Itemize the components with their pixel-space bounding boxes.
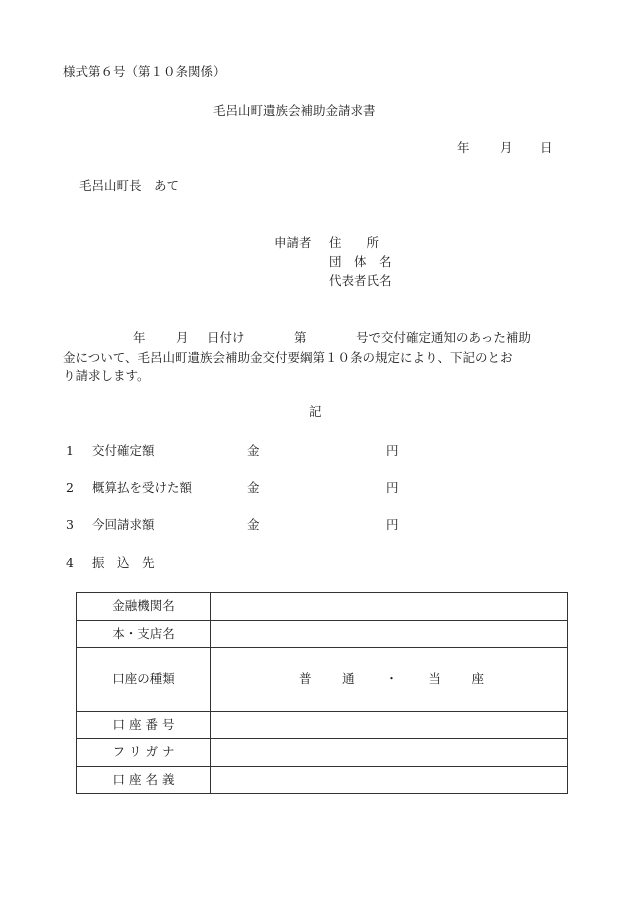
item-yen: 円 xyxy=(386,517,399,532)
body-line2: 金について、毛呂山町遺族会補助金交付要綱第１０条の規定により、下記のとお xyxy=(63,350,513,365)
date-year: 年 xyxy=(457,140,470,155)
body-month: 月 xyxy=(176,330,189,345)
item-kin: 金 xyxy=(247,480,260,495)
bank-name-label: 金融機関名 xyxy=(77,593,211,621)
applicant-group-name-label: 団 体 名 xyxy=(329,254,392,269)
applicant-label: 申請者 xyxy=(274,235,312,250)
item-number: 2 xyxy=(66,480,74,495)
account-type-futsu-2: 通 xyxy=(342,671,355,686)
account-type-label: 口座の種類 xyxy=(77,648,211,712)
form-reference: 様式第６号（第１０条関係） xyxy=(63,64,226,79)
branch-name-label: 本・支店名 xyxy=(77,620,211,648)
applicant-address-label: 住 所 xyxy=(329,235,380,250)
account-type-touza-2: 座 xyxy=(471,671,484,686)
addressee: 毛呂山町長 あて xyxy=(79,178,180,193)
account-number-field[interactable] xyxy=(211,711,568,739)
document-title: 毛呂山町遺族会補助金請求書 xyxy=(213,103,376,118)
item-number: 1 xyxy=(66,443,74,458)
account-holder-label: 口 座 名 義 xyxy=(77,766,211,794)
ki-heading: 記 xyxy=(309,404,322,419)
item-yen: 円 xyxy=(386,480,399,495)
date-day: 日 xyxy=(540,140,553,155)
item-kin: 金 xyxy=(247,443,260,458)
body-line3: り請求します。 xyxy=(63,368,150,383)
date-month: 月 xyxy=(500,140,513,155)
item-kin: 金 xyxy=(247,517,260,532)
account-type-field[interactable] xyxy=(211,648,568,712)
account-type-separator: ・ xyxy=(385,671,398,686)
furigana-label: フ リ ガ ナ xyxy=(77,739,211,767)
branch-name-field[interactable] xyxy=(211,620,568,648)
item-yen: 円 xyxy=(386,443,399,458)
item-label: 今回請求額 xyxy=(92,517,155,532)
table-row xyxy=(77,593,568,621)
item-label: 概算払を受けた額 xyxy=(92,480,193,495)
body-number-prefix: 第 xyxy=(294,330,307,345)
table-row xyxy=(77,648,568,712)
account-number-label: 口 座 番 号 xyxy=(77,711,211,739)
table-row xyxy=(77,711,568,739)
account-holder-field[interactable] xyxy=(211,766,568,794)
account-type-futsu-1: 普 xyxy=(299,671,312,686)
account-type-touza-1: 当 xyxy=(428,671,441,686)
body-line1-rest: 号で交付確定通知のあった補助 xyxy=(356,330,531,345)
item-number: 3 xyxy=(66,517,74,532)
item-label: 交付確定額 xyxy=(92,443,155,458)
body-year: 年 xyxy=(133,330,146,345)
furigana-field[interactable] xyxy=(211,739,568,767)
item-label: 振 込 先 xyxy=(92,555,155,570)
applicant-representative-label: 代表者氏名 xyxy=(329,273,392,288)
table-row xyxy=(77,620,568,648)
table-row xyxy=(77,739,568,767)
body-day-dated: 日付け xyxy=(207,330,245,345)
table-row xyxy=(77,766,568,794)
bank-name-field[interactable] xyxy=(211,593,568,621)
bank-transfer-table xyxy=(76,592,568,794)
item-number: 4 xyxy=(66,555,74,570)
